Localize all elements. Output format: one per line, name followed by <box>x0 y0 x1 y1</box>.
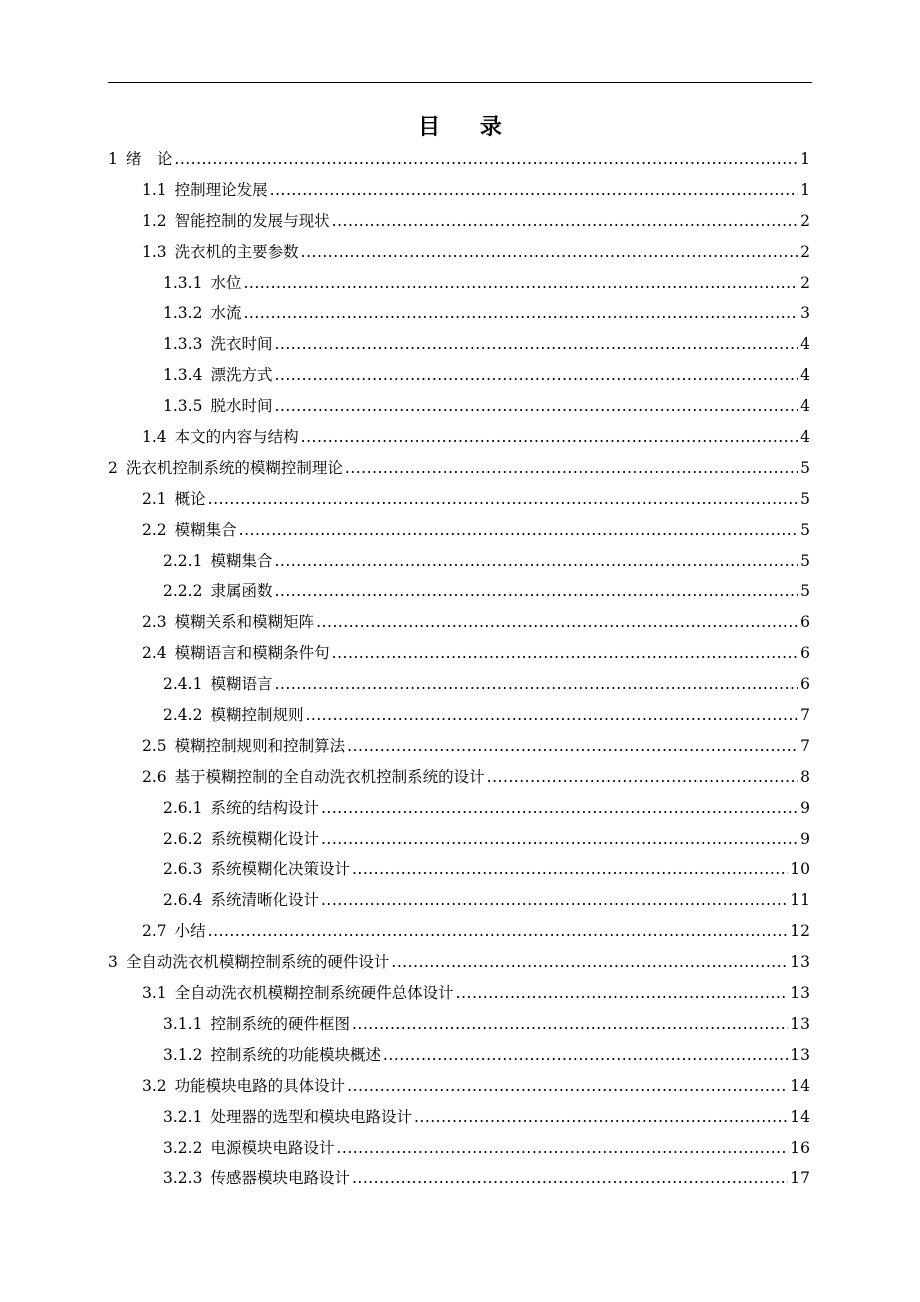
toc-entry-title: 洗衣机的主要参数 <box>174 242 299 261</box>
toc-entry-page: 14 <box>790 1107 810 1126</box>
toc-entry-number: 3.2.2 <box>163 1138 203 1157</box>
toc-entry-number: 1.2 <box>142 211 167 230</box>
header-rule <box>108 82 812 83</box>
toc-entry[interactable] <box>108 793 810 824</box>
toc-leader-dots <box>305 700 798 731</box>
toc-entry-number: 2.4 <box>142 644 167 663</box>
toc-entry[interactable] <box>108 576 810 607</box>
toc-entry[interactable] <box>108 1133 810 1164</box>
toc-entry-title: 洗衣时间 <box>210 335 273 354</box>
toc-entry-title: 概论 <box>174 489 206 508</box>
toc-entry-number: 2.6 <box>142 767 167 786</box>
toc-entry-page: 9 <box>800 798 810 817</box>
table-of-contents <box>108 144 810 1194</box>
toc-entry-title: 系统清晰化设计 <box>210 891 319 910</box>
toc-entry[interactable] <box>108 1009 810 1040</box>
toc-entry-page: 13 <box>790 1045 810 1064</box>
toc-leader-dots <box>336 1133 788 1164</box>
toc-entry[interactable] <box>108 824 810 855</box>
toc-entry[interactable] <box>108 854 810 885</box>
toc-entry[interactable] <box>108 669 810 700</box>
toc-entry-number: 3.1.1 <box>163 1014 203 1033</box>
toc-entry-number: 2.6.2 <box>163 829 203 848</box>
toc-entry-number: 2.7 <box>142 922 167 941</box>
toc-entry-number: 1 <box>108 150 118 168</box>
toc-leader-dots <box>321 824 798 855</box>
toc-entry-number: 1.3.1 <box>163 273 203 292</box>
toc-entry-page: 17 <box>790 1169 810 1188</box>
toc-entry-number: 1.3.2 <box>163 304 203 323</box>
toc-entry-page: 6 <box>800 675 810 694</box>
toc-entry-page: 1 <box>800 180 810 199</box>
toc-entry[interactable] <box>108 607 810 638</box>
toc-leader-dots <box>456 978 789 1009</box>
toc-entry-page: 1 <box>800 150 810 168</box>
toc-leader-dots <box>274 576 798 607</box>
toc-leader-dots <box>347 731 798 762</box>
toc-entry-page: 6 <box>800 644 810 663</box>
toc-leader-dots <box>243 298 798 329</box>
toc-entry-title: 全自动洗衣机模糊控制系统硬件总体设计 <box>174 984 454 1003</box>
toc-entry-title: 模糊关系和模糊矩阵 <box>174 613 315 632</box>
toc-entry-number: 2.4.1 <box>163 675 203 694</box>
toc-leader-dots <box>243 268 798 299</box>
toc-entry-page: 5 <box>800 551 810 570</box>
toc-leader-dots <box>332 638 798 669</box>
toc-entry-title: 漂洗方式 <box>210 366 273 385</box>
toc-leader-dots <box>274 546 798 577</box>
toc-leader-dots <box>345 453 798 484</box>
toc-entry-number: 2.4.2 <box>163 706 203 725</box>
toc-entry[interactable] <box>108 762 810 793</box>
toc-entry-title: 绪 论 <box>125 150 173 168</box>
toc-entry[interactable] <box>108 515 810 546</box>
toc-leader-dots <box>239 515 798 546</box>
toc-leader-dots <box>301 237 798 268</box>
toc-entry[interactable] <box>108 329 810 360</box>
toc-entry-page: 4 <box>800 366 810 385</box>
toc-entry-number: 2 <box>108 458 118 477</box>
toc-entry-page: 5 <box>800 458 810 477</box>
toc-entry-number: 3.2.1 <box>163 1107 203 1126</box>
toc-entry-number: 3.1 <box>142 984 167 1003</box>
toc-entry-page: 4 <box>800 397 810 416</box>
toc-entry-number: 3.2 <box>142 1076 167 1095</box>
toc-leader-dots <box>414 1102 788 1133</box>
toc-leader-dots <box>383 1040 788 1071</box>
toc-entry[interactable] <box>108 237 810 268</box>
toc-entry-page: 5 <box>800 489 810 508</box>
toc-entry-number: 1.3.3 <box>163 335 203 354</box>
toc-leader-dots <box>321 793 798 824</box>
toc-leader-dots <box>274 360 798 391</box>
toc-entry-page: 7 <box>800 736 810 755</box>
toc-leader-dots <box>274 329 798 360</box>
toc-entry[interactable] <box>108 731 810 762</box>
toc-leader-dots <box>487 762 798 793</box>
toc-entry-page: 2 <box>800 273 810 292</box>
toc-leader-dots <box>208 484 798 515</box>
toc-entry[interactable] <box>108 638 810 669</box>
toc-entry[interactable] <box>108 484 810 515</box>
toc-entry-title: 水位 <box>210 273 242 292</box>
toc-entry-title: 脱水时间 <box>210 397 273 416</box>
toc-title: 目 录 <box>418 115 518 140</box>
toc-entry[interactable] <box>108 1102 810 1133</box>
toc-entry-page: 5 <box>800 582 810 601</box>
toc-entry[interactable] <box>108 700 810 731</box>
toc-entry-title: 模糊控制规则 <box>210 706 304 725</box>
toc-entry-number: 2.6.4 <box>163 891 203 910</box>
toc-entry-page: 7 <box>800 706 810 725</box>
toc-entry-title: 隶属函数 <box>210 582 273 601</box>
toc-entry-number: 1.4 <box>142 428 167 447</box>
toc-leader-dots <box>321 885 788 916</box>
toc-leader-dots <box>301 422 798 453</box>
toc-entry-page: 14 <box>790 1076 810 1095</box>
toc-entry-page: 16 <box>790 1138 810 1157</box>
toc-entry-title: 控制系统的硬件框图 <box>210 1014 350 1033</box>
toc-entry-title: 控制理论发展 <box>174 180 268 199</box>
toc-entry-title: 模糊语言和模糊条件句 <box>174 644 330 663</box>
toc-entry[interactable] <box>108 453 810 484</box>
toc-leader-dots <box>316 607 798 638</box>
toc-leader-dots <box>274 669 798 700</box>
toc-leader-dots <box>332 206 798 237</box>
toc-entry[interactable] <box>108 298 810 329</box>
toc-entry-number: 3.2.3 <box>163 1169 203 1188</box>
toc-entry[interactable] <box>108 391 810 422</box>
toc-entry[interactable] <box>108 1071 810 1102</box>
toc-entry-number: 2.2 <box>142 520 167 539</box>
toc-leader-dots <box>208 916 789 947</box>
toc-entry-number: 1.3 <box>142 242 167 261</box>
toc-entry[interactable] <box>108 175 810 206</box>
toc-entry[interactable] <box>108 360 810 391</box>
toc-entry-title: 水流 <box>210 304 242 323</box>
toc-entry-number: 1.3.5 <box>163 397 203 416</box>
toc-entry-number: 3.1.2 <box>163 1045 203 1064</box>
toc-entry[interactable] <box>108 947 810 978</box>
toc-entry[interactable] <box>108 144 810 175</box>
toc-entry-title: 系统的结构设计 <box>210 798 319 817</box>
toc-entry-title: 功能模块电路的具体设计 <box>174 1076 346 1095</box>
toc-entry-title: 基于模糊控制的全自动洗衣机控制系统的设计 <box>174 767 485 786</box>
toc-entry-page: 4 <box>800 335 810 354</box>
toc-entry-page: 11 <box>790 891 810 910</box>
toc-leader-dots <box>352 854 788 885</box>
toc-leader-dots <box>352 1163 788 1194</box>
toc-entry-title: 智能控制的发展与现状 <box>174 211 330 230</box>
toc-entry-page: 13 <box>790 953 810 972</box>
toc-entry-title: 处理器的选型和模块电路设计 <box>210 1107 412 1126</box>
toc-entry[interactable] <box>108 1040 810 1071</box>
toc-leader-dots <box>347 1071 788 1102</box>
toc-entry-number: 2.2.2 <box>163 582 203 601</box>
toc-entry[interactable] <box>108 885 810 916</box>
toc-entry-title: 模糊控制规则和控制算法 <box>174 736 346 755</box>
toc-entry[interactable] <box>108 1163 810 1194</box>
toc-entry-page: 3 <box>800 304 810 323</box>
toc-entry[interactable] <box>108 916 810 947</box>
toc-entry[interactable] <box>108 422 810 453</box>
toc-entry-page: 2 <box>800 242 810 261</box>
toc-entry-title: 电源模块电路设计 <box>210 1138 335 1157</box>
toc-entry-title: 模糊集合 <box>210 551 273 570</box>
toc-entry-page: 13 <box>790 1014 810 1033</box>
toc-entry[interactable] <box>108 206 810 237</box>
toc-entry-page: 13 <box>790 984 810 1003</box>
toc-entry-number: 1.3.4 <box>163 366 203 385</box>
toc-entry-title: 传感器模块电路设计 <box>210 1169 350 1188</box>
toc-entry-number: 2.6.3 <box>163 860 203 879</box>
toc-entry-page: 8 <box>800 767 810 786</box>
toc-entry-number: 3 <box>108 953 118 972</box>
toc-entry-title: 系统模糊化决策设计 <box>210 860 350 879</box>
toc-leader-dots <box>174 144 798 175</box>
toc-entry[interactable] <box>108 546 810 577</box>
toc-entry-title: 模糊集合 <box>174 520 237 539</box>
toc-entry-page: 5 <box>800 520 810 539</box>
toc-entry-page: 9 <box>800 829 810 848</box>
toc-entry-number: 1.1 <box>142 180 167 199</box>
toc-entry-page: 4 <box>800 428 810 447</box>
toc-entry-title: 小结 <box>174 922 206 941</box>
toc-entry-title: 本文的内容与结构 <box>174 428 299 447</box>
toc-entry-title: 系统模糊化设计 <box>210 829 319 848</box>
toc-entry-page: 2 <box>800 211 810 230</box>
toc-entry-page: 12 <box>790 922 810 941</box>
toc-entry[interactable] <box>108 268 810 299</box>
toc-leader-dots <box>352 1009 788 1040</box>
toc-entry-number: 2.5 <box>142 736 167 755</box>
toc-entry-number: 2.6.1 <box>163 798 203 817</box>
toc-entry-title: 模糊语言 <box>210 675 273 694</box>
toc-leader-dots <box>274 391 798 422</box>
toc-entry[interactable] <box>108 978 810 1009</box>
toc-entry-page: 6 <box>800 613 810 632</box>
toc-entry-title: 全自动洗衣机模糊控制系统的硬件设计 <box>125 953 390 972</box>
toc-entry-title: 洗衣机控制系统的模糊控制理论 <box>125 458 343 477</box>
toc-entry-title: 控制系统的功能模块概述 <box>210 1045 381 1064</box>
toc-leader-dots <box>270 175 798 206</box>
toc-leader-dots <box>391 947 788 978</box>
toc-entry-page: 10 <box>790 860 810 879</box>
toc-entry-number: 2.2.1 <box>163 551 203 570</box>
toc-entry-number: 2.1 <box>142 489 167 508</box>
toc-entry-number: 2.3 <box>142 613 167 632</box>
